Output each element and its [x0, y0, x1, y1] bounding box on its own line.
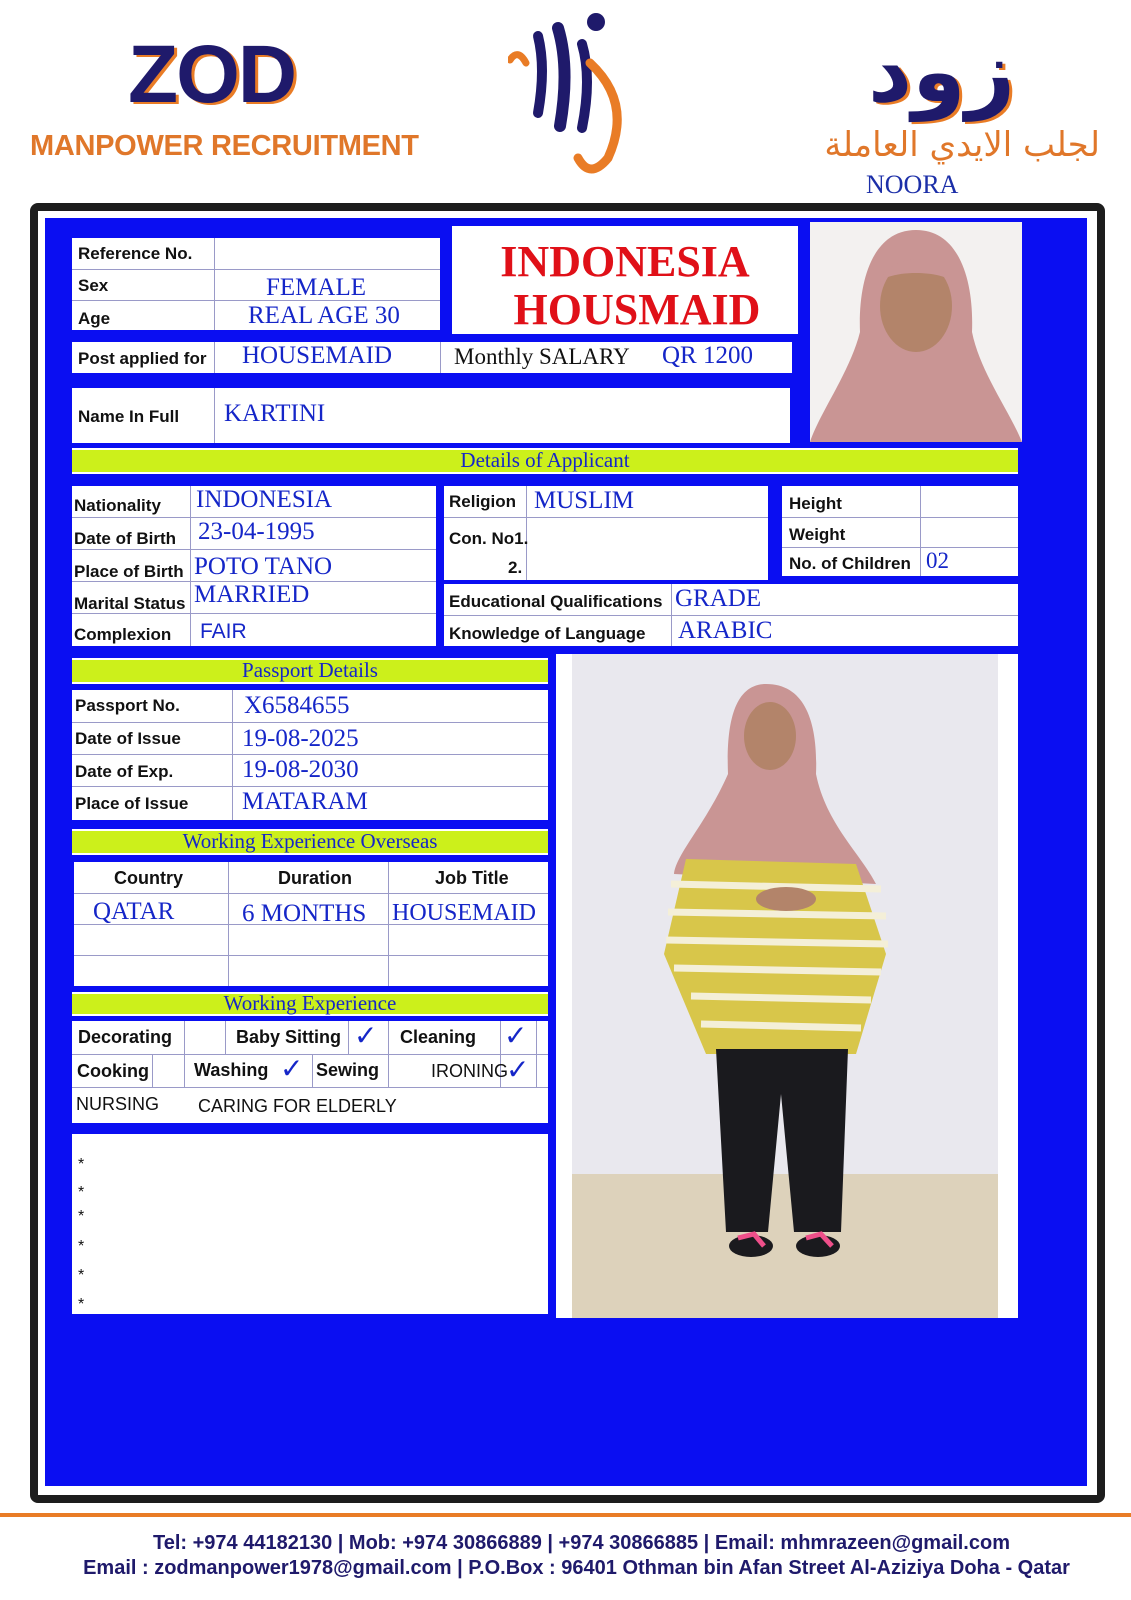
marital-value: MARRIED	[194, 581, 310, 608]
name-value: KARTINI	[224, 400, 326, 427]
title-role: HOUSMAID	[513, 285, 761, 334]
pob-value: POTO TANO	[194, 553, 333, 580]
skill-cooking: Cooking	[77, 1061, 149, 1081]
issue-place-label: Place of Issue	[75, 794, 189, 813]
overseas-heading: Working Experience Overseas	[72, 829, 548, 855]
col-country: Country	[114, 868, 183, 888]
age-label: Age	[78, 309, 111, 328]
education-language-box	[444, 584, 1018, 646]
reference-label: Reference No.	[78, 244, 193, 263]
notes-box	[72, 1134, 548, 1314]
issue-date-label: Date of Issue	[75, 729, 181, 748]
skill-decorating: Decorating	[78, 1027, 173, 1047]
basic-info-box	[72, 238, 440, 330]
passport-no-label: Passport No.	[75, 696, 180, 715]
footer-address-line: Email : zodmanpower1978@gmail.com | P.O.Box : 96401 Othman bin Afan Street Al-Aziziya Doha - Qatar	[83, 1557, 1070, 1579]
skill-caring-elderly: CARING FOR ELDERLY	[198, 1096, 397, 1116]
cleaning-check-icon: ✓	[504, 1019, 528, 1052]
skills-heading: Working Experience	[72, 992, 548, 1016]
nationality-label: Nationality	[74, 496, 161, 515]
dob-value: 23-04-1995	[198, 518, 315, 545]
title-box	[452, 226, 798, 334]
full-body-photo	[556, 654, 1018, 1318]
religion-label: Religion	[449, 492, 517, 511]
height-label: Height	[789, 494, 842, 513]
washing-check-icon: ✓	[280, 1052, 304, 1085]
name-row	[72, 388, 790, 443]
salary-value: QR 1200	[662, 342, 753, 369]
post-value: HOUSEMAID	[242, 342, 392, 369]
note-bullet: *	[78, 1296, 85, 1313]
col-duration: Duration	[278, 868, 352, 888]
headshot-photo	[810, 222, 1022, 442]
applicant-details-middle	[444, 486, 768, 580]
passport-heading: Passport Details	[72, 658, 548, 684]
skill-baby-sitting: Baby Sitting	[236, 1027, 342, 1047]
children-value: 02	[926, 548, 949, 573]
post-label: Post applied for	[78, 349, 207, 368]
weight-label: Weight	[789, 525, 846, 544]
contact1-label: Con. No1.	[449, 529, 529, 548]
note-bullet: *	[78, 1156, 85, 1173]
table-row-job: HOUSEMAID	[392, 900, 536, 926]
children-label: No. of Children	[789, 554, 911, 573]
skill-washing: Washing	[194, 1060, 269, 1080]
overseas-table	[74, 862, 548, 986]
details-heading: Details of Applicant	[72, 448, 1018, 474]
sex-value: FEMALE	[266, 274, 366, 301]
language-label: Knowledge of Language	[449, 624, 646, 643]
footer-divider	[0, 1513, 1131, 1517]
issue-place-value: MATARAM	[242, 788, 368, 815]
col-job-title: Job Title	[435, 868, 509, 888]
skill-sewing: Sewing	[316, 1060, 380, 1080]
name-label: Name In Full	[78, 407, 180, 426]
education-label: Educational Qualifications	[449, 592, 663, 611]
note-bullet: *	[78, 1208, 85, 1225]
sex-label: Sex	[78, 276, 109, 295]
skill-ironing: IRONING	[431, 1061, 509, 1081]
table-row-duration: 6 MONTHS	[242, 900, 367, 927]
baby-sitting-check-icon: ✓	[354, 1019, 378, 1052]
brand-subtitle: MANPOWER RECRUITMENT	[30, 130, 419, 162]
expiry-date-label: Date of Exp.	[75, 762, 174, 781]
language-value: ARABIC	[678, 617, 773, 644]
marital-label: Marital Status	[74, 594, 186, 613]
issue-date-value: 19-08-2025	[242, 725, 359, 752]
salary-label: Monthly SALARY	[454, 344, 630, 369]
footer-contact-line: Tel: +974 44182130 | Mob: +974 30866889 | +974 30866885 | Email: mhmrazeen@gmail.com	[153, 1532, 1010, 1554]
note-bullet: *	[78, 1267, 85, 1284]
ironing-check-icon: ✓	[506, 1053, 530, 1086]
applicant-details-right	[782, 486, 1018, 576]
skill-cleaning: Cleaning	[400, 1027, 477, 1047]
arabic-brand-logo: زود	[868, 22, 1016, 122]
skill-nursing: NURSING	[76, 1094, 160, 1114]
religion-value: MUSLIM	[534, 487, 635, 514]
agent-name: NOORA	[866, 170, 959, 199]
note-bullet: *	[78, 1184, 85, 1201]
brand-logo-text: ZOD	[128, 29, 296, 120]
education-value: GRADE	[675, 585, 762, 612]
contact2-label: 2.	[508, 558, 523, 577]
applicant-details-left	[72, 486, 436, 646]
brand-emblem-icon	[508, 8, 638, 188]
passport-no-value: X6584655	[244, 692, 350, 719]
passport-box	[72, 690, 548, 820]
note-bullet: *	[78, 1238, 85, 1255]
pob-label: Place of Birth	[74, 562, 184, 581]
complexion-value: FAIR	[200, 620, 247, 643]
post-salary-row	[72, 342, 792, 373]
skills-box	[72, 1021, 548, 1123]
arabic-brand-subtitle: لجلب الايدي العاملة	[824, 125, 1100, 165]
expiry-date-value: 19-08-2030	[242, 756, 359, 783]
complexion-label: Complexion	[74, 625, 172, 644]
age-value: REAL AGE 30	[248, 302, 400, 329]
title-country: INDONESIA	[500, 237, 750, 286]
table-row-country: QATAR	[93, 898, 175, 925]
dob-label: Date of Birth	[74, 529, 176, 548]
nationality-value: INDONESIA	[196, 486, 333, 513]
